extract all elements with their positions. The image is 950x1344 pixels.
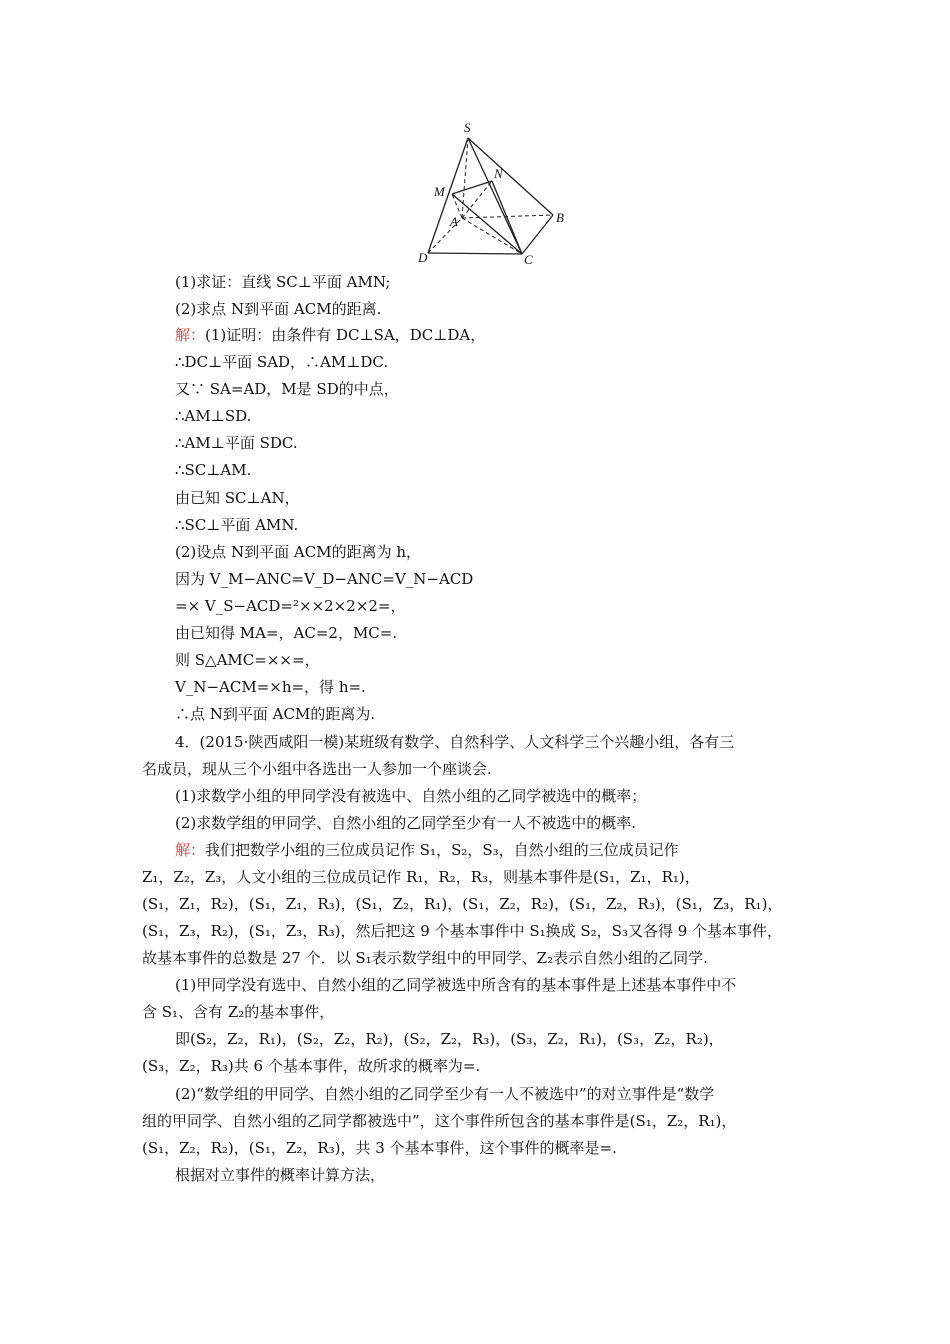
- text-line: (1)求证：直线 SC⊥平面 AMN;: [175, 273, 391, 291]
- text-line: (S₃，Z₂，R₃)共 6 个基本事件，故所求的概率为=.: [142, 1057, 481, 1075]
- text-line: 名成员，现从三个小组中各选出一人参加一个座谈会.: [142, 760, 492, 778]
- text-line: (S₁，Z₁，R₂)，(S₁，Z₁，R₃)，(S₁，Z₂，R₁)，(S₁，Z₂，R₂)，(S₁，Z₂，R₃)，(S₁，Z₃，R₁)，: [142, 895, 783, 913]
- label-D: D: [418, 250, 428, 265]
- text-line: (2)“数学组的甲同学、自然小组的乙同学至少有一人不被选中”的对立事件是“数学: [175, 1085, 715, 1103]
- text-line: Z₁，Z₂，Z₃，人文小组的三位成员记作 R₁，R₂，R₃，则基本事件是(S₁，Z₁，R₁)，: [142, 868, 700, 886]
- text-line: =× V_S−ACD=²××2×2×2=，: [175, 597, 406, 615]
- text-line: (2)设点 N到平面 ACM的距离为 h，: [175, 543, 422, 561]
- text-line: 我们把数学小组的三位成员记作 S₁，S₂，S₃，自然小组的三位成员记作: [205, 841, 679, 859]
- pyramid-diagram: [410, 118, 590, 268]
- text-line: 则 S△AMC=××=，: [175, 651, 320, 669]
- text-line: ∴DC⊥平面 SAD，∴AM⊥DC.: [175, 353, 389, 371]
- text-line: (2)求数学组的甲同学、自然小组的乙同学至少有一人不被选中的概率.: [175, 814, 637, 832]
- text-line: 由已知 SC⊥AN，: [175, 489, 300, 507]
- solution-line: [175, 325, 485, 345]
- label-B: B: [556, 210, 564, 225]
- label-A: A: [450, 214, 458, 229]
- text-line: ∴AM⊥平面 SDC.: [175, 434, 298, 452]
- text-line: (1)证明：由条件有 DC⊥SA，DC⊥DA，: [205, 326, 486, 344]
- text-line: 含 S₁、含有 Z₂的基本事件，: [142, 1003, 335, 1021]
- text-line: 由已知得 MA=，AC=2，MC=.: [175, 624, 398, 642]
- label-M: M: [434, 184, 445, 199]
- text-line: ∴SC⊥AM.: [175, 461, 252, 479]
- text-line: 即(S₂，Z₂，R₁)，(S₂，Z₂，R₂)，(S₂，Z₂，R₃)，(S₃，Z₂，R₁)，(S₃，Z₂，R₂)，: [175, 1030, 724, 1048]
- text-line: (1)甲同学没有选中、自然小组的乙同学被选中所含有的基本事件是上述基本事件中不: [175, 976, 737, 994]
- pyramid-figure: [410, 118, 590, 268]
- text-line: 因为 V_M−ANC=V_D−ANC=V_N−ACD: [175, 570, 474, 588]
- text-line: ∴点 N到平面 ACM的距离为.: [175, 705, 376, 723]
- text-line: ∴SC⊥平面 AMN.: [175, 516, 299, 534]
- text-line: (S₁，Z₃，R₂)，(S₁，Z₃，R₃)，然后把这 9 个基本事件中 S₁换成 S₂，S₃又各得 9 个基本事件，: [142, 922, 783, 940]
- text-line: (2)求点 N到平面 ACM的距离.: [175, 300, 382, 318]
- label-N: N: [494, 166, 503, 181]
- solution-label: 解：: [175, 841, 206, 859]
- text-line: (1)求数学小组的甲同学没有被选中、自然小组的乙同学被选中的概率；: [175, 787, 647, 805]
- text-line: 4．(2015·陕西咸阳一模)某班级有数学、自然科学、人文科学三个兴趣小组，各有三: [175, 733, 735, 751]
- text-line: V_N−ACM=×h=，得 h=.: [175, 678, 366, 696]
- label-S: S: [464, 120, 471, 135]
- text-line: 又∵ SA=AD，M是 SD的中点，: [175, 380, 399, 398]
- text-line: 根据对立事件的概率计算方法，: [175, 1166, 386, 1184]
- solution-label: 解：: [175, 326, 206, 344]
- solution-line: [175, 840, 679, 860]
- text-line: (S₁，Z₂，R₂)，(S₁，Z₂，R₃)，共 3 个基本事件，这个事件的概率是=.: [142, 1139, 617, 1157]
- text-line: ∴AM⊥SD.: [175, 407, 252, 425]
- text-line: 故基本事件的总数是 27 个．以 S₁表示数学组中的甲同学、Z₂表示自然小组的乙同学.: [142, 949, 708, 967]
- text-line: 组的甲同学、自然小组的乙同学都被选中”，这个事件所包含的基本事件是(S₁，Z₂，R₁)，: [142, 1112, 737, 1130]
- label-C: C: [524, 252, 533, 267]
